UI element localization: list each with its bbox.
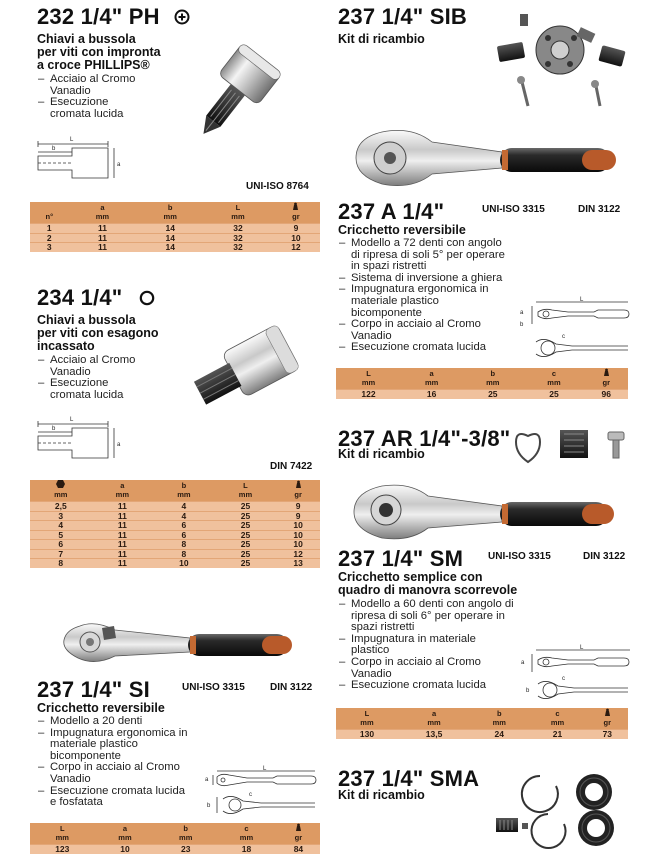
section-237sib-subtitle <box>338 33 425 46</box>
code-text: 234 1/4" <box>37 285 123 310</box>
table-cell: 4 <box>153 502 215 512</box>
section-237sib-code <box>338 5 467 29</box>
header-text: mm <box>54 489 68 499</box>
feature-item: – Impugnatura ergonomica in materiale plastico bicomponente <box>37 728 189 763</box>
table-cell: 11 <box>92 502 154 512</box>
subtitle-line: Kit di ricambio <box>338 447 425 461</box>
header-text: mm <box>179 832 193 842</box>
table-cell: 16 <box>401 390 462 399</box>
subtitle-line: Cricchetto semplice con <box>338 570 483 584</box>
header-text: a <box>122 824 128 833</box>
table-cell: 2 <box>30 233 69 243</box>
header-text: c <box>244 824 249 833</box>
table-cell: 4 <box>30 521 92 531</box>
table-cell: 8 <box>153 540 215 550</box>
table-cell: 11 <box>92 511 154 521</box>
feature-item: – Impugnatura in materiale plastico <box>338 634 514 657</box>
hexagon-outline-icon <box>139 290 155 306</box>
code-text: 237 A 1/4" <box>338 199 445 224</box>
col-header <box>528 708 586 730</box>
table-cell: 24 <box>470 730 528 739</box>
header-text: mm <box>361 377 376 387</box>
subtitle-line: incassato <box>37 339 95 353</box>
section-232-features <box>37 74 145 120</box>
norm-label: DIN 3122 <box>578 204 621 215</box>
code-text: 237 1/4" SIB <box>338 4 468 29</box>
header-text: L <box>235 203 241 212</box>
col-header <box>587 708 628 730</box>
table-row <box>30 480 320 502</box>
table-cell: 123 <box>30 845 95 854</box>
table-cell: 84 <box>277 845 320 854</box>
header-text: mm <box>547 377 561 387</box>
table-cell: 6 <box>153 530 215 540</box>
header-text: a <box>431 709 437 718</box>
header-text: a <box>100 203 105 212</box>
ratchet-sm-dimension-drawing <box>516 644 634 702</box>
norm-label: DIN 7422 <box>270 461 313 472</box>
section-234-features <box>37 355 145 401</box>
table-cell: 25 <box>215 502 277 512</box>
table-cell: 32 <box>204 243 272 252</box>
code-text: 237 1/4" SMA <box>338 766 480 791</box>
table-cell: 10 <box>276 530 320 540</box>
table-row <box>336 390 628 399</box>
dim-label: c <box>249 792 252 798</box>
bit-socket-dimension-drawing <box>30 134 125 190</box>
header-text: a <box>120 481 125 490</box>
table-cell: 9 <box>276 511 320 521</box>
header-text: mm <box>486 377 500 387</box>
feature-item: – Impugnatura ergonomica in materiale plastico bicomponente <box>338 284 510 319</box>
section-237a-features <box>338 238 510 354</box>
header-text: mm <box>231 211 245 221</box>
feature-item: – Modello a 20 denti <box>37 716 189 728</box>
table-cell: 18 <box>216 845 277 854</box>
col-header <box>216 823 277 845</box>
col-header <box>277 823 320 845</box>
header-text: b <box>496 709 502 718</box>
dim-label: a <box>117 442 121 448</box>
norm-label: UNI-ISO 3315 <box>182 682 245 693</box>
table-cell: 12 <box>276 549 320 559</box>
ratchet-si-dimension-drawing <box>203 765 321 819</box>
feature-item: – Modello a 72 denti con angolo di ripresa di soli 5° per operare in spazi ristretti <box>338 238 510 273</box>
table-cell: 8 <box>30 559 92 568</box>
col-header <box>272 202 320 224</box>
table-cell: 11 <box>92 521 154 531</box>
table-cell: 73 <box>587 730 628 739</box>
dim-label: a <box>205 777 209 783</box>
section-237sm-subtitle <box>338 571 598 597</box>
subtitle-line: Chiavi a bussola <box>37 32 136 46</box>
table-cell: 130 <box>336 730 398 739</box>
table-cell: 32 <box>204 233 272 243</box>
code-text: 237 AR 1/4"-3/8" <box>338 426 511 451</box>
table-cell: 6 <box>153 521 215 531</box>
weight-icon <box>295 823 302 831</box>
table-cell: 1 <box>30 224 69 234</box>
dim-label: L <box>263 766 267 772</box>
dim-label: a <box>520 310 524 316</box>
header-text: gr <box>603 717 612 727</box>
header-text: gr <box>294 489 302 499</box>
dim-label: L <box>580 645 584 651</box>
table-cell: 25 <box>523 390 584 399</box>
header-text: mm <box>550 717 565 727</box>
weight-icon <box>295 480 302 488</box>
subtitle-line: per viti con impronta <box>37 45 161 59</box>
dim-label: b <box>207 803 211 809</box>
dim-label: b <box>52 426 56 432</box>
table-cell: 21 <box>528 730 586 739</box>
col-header <box>401 368 462 390</box>
dim-label: a <box>521 660 525 666</box>
section-237a-subtitle <box>338 224 598 237</box>
feature-item: – Corpo in acciaio al Cromo Vanadio <box>338 319 510 342</box>
header-text: gr <box>602 377 611 387</box>
feature-item: – Acciaio al Cromo Vanadio <box>37 74 145 97</box>
weight-icon <box>603 368 610 376</box>
header-text: a <box>429 369 434 378</box>
header-text: mm <box>177 489 191 499</box>
header-text: mm <box>239 832 254 842</box>
col-header <box>30 480 92 502</box>
table-row <box>336 708 628 730</box>
feature-item: – Corpo in acciaio al Cromo Vanadio <box>338 657 514 680</box>
table-row <box>336 730 628 739</box>
table-row <box>30 233 320 243</box>
feature-item: – Esecuzione cromata lucida <box>338 342 510 354</box>
table-cell: 25 <box>215 511 277 521</box>
feature-item: – Modello a 60 denti con angolo di ripresa di soli 6° per operare in spazi ristretti <box>338 599 514 634</box>
table-cell: 11 <box>92 530 154 540</box>
header-text: mm <box>238 489 253 499</box>
table-cell: 11 <box>69 243 137 252</box>
table-row <box>30 845 320 854</box>
table-cell: 11 <box>92 540 154 550</box>
ratchet-sm-photo <box>342 478 627 548</box>
spec-table-234 <box>30 480 320 568</box>
norm-label: DIN 3122 <box>583 551 626 562</box>
header-text: L <box>60 824 65 833</box>
spec-table-237sm <box>336 708 628 739</box>
subtitle-line: Chiavi a bussola <box>37 313 136 327</box>
section-237si-features <box>37 716 189 809</box>
table-cell: 11 <box>92 549 154 559</box>
table-cell: 10 <box>276 521 320 531</box>
table-row <box>30 511 320 521</box>
table-row <box>336 368 628 390</box>
header-text: mm <box>115 489 130 499</box>
table-cell: 11 <box>69 224 137 234</box>
header-text: b <box>183 824 189 833</box>
dim-label: L <box>70 137 74 143</box>
ratchet-237a-dimension-drawing <box>510 296 634 364</box>
col-header <box>92 480 154 502</box>
header-text: mm <box>163 211 177 221</box>
table-cell: 5 <box>30 530 92 540</box>
section-237ar-subtitle <box>338 448 425 461</box>
feature-item: – Corpo in acciaio al Cromo Vanadio <box>37 762 189 785</box>
header-text: L <box>243 481 248 490</box>
feature-item: – Acciaio al Cromo Vanadio <box>37 355 145 378</box>
hexagon-icon <box>56 480 65 488</box>
header-text: mm <box>55 832 69 842</box>
header-text: c <box>551 369 557 378</box>
table-cell: 10 <box>95 845 156 854</box>
col-header <box>30 823 95 845</box>
table-cell: 122 <box>336 390 401 399</box>
table-cell: 96 <box>585 390 628 399</box>
header-text: L <box>364 709 370 718</box>
table-cell: 11 <box>69 233 137 243</box>
dim-label: L <box>70 417 74 423</box>
dim-label: b <box>520 322 524 328</box>
col-header <box>136 202 204 224</box>
dim-label: L <box>580 297 584 303</box>
feature-item: – Esecuzione cromata lucida e fosfatata <box>37 786 189 809</box>
weight-icon <box>292 202 299 210</box>
section-237si-code <box>37 678 150 702</box>
code-text: 237 1/4" SM <box>338 546 464 571</box>
table-cell: 25 <box>215 530 277 540</box>
spare-kit-sma-photo <box>494 770 632 860</box>
phillips-cross-icon <box>174 9 190 25</box>
col-header <box>215 480 277 502</box>
table-cell: 10 <box>276 540 320 550</box>
table-cell: 12 <box>272 243 320 252</box>
feature-item: – Esecuzione cromata lucida <box>37 378 145 401</box>
header-text: b <box>490 369 496 378</box>
col-header <box>336 368 401 390</box>
table-cell: 8 <box>153 549 215 559</box>
table-row <box>30 202 320 224</box>
header-text: gr <box>294 832 303 842</box>
section-237sm-features <box>338 599 514 692</box>
header-text: b <box>167 203 173 212</box>
feature-item: – Esecuzione cromata lucida <box>338 680 514 692</box>
table-row <box>30 549 320 559</box>
col-header <box>204 202 272 224</box>
table-cell: 9 <box>272 224 320 234</box>
table-cell: 2,5 <box>30 502 92 512</box>
section-237sm-code <box>338 547 463 571</box>
section-234-code <box>37 286 155 310</box>
subtitle-line: Cricchetto reversibile <box>338 223 466 237</box>
table-cell: 23 <box>155 845 216 854</box>
subtitle-line: quadro di manovra scorrevole <box>338 583 518 597</box>
table-cell: 25 <box>215 549 277 559</box>
col-header <box>69 202 137 224</box>
spare-kit-ar-photo <box>508 422 632 472</box>
subtitle-line: per viti con esagono <box>37 326 159 340</box>
section-237sma-subtitle <box>338 789 425 802</box>
col-header <box>585 368 628 390</box>
header-text: b <box>181 481 187 490</box>
header-text: gr <box>292 211 300 221</box>
norm-label: UNI-ISO 3315 <box>488 551 551 562</box>
col-header <box>155 823 216 845</box>
ratchet-si-photo <box>40 612 315 674</box>
spec-table-237a <box>336 368 628 399</box>
spare-kit-sib-photo <box>490 8 630 110</box>
feature-item: – Sistema di inversione a ghiera <box>338 273 510 285</box>
header-text: c <box>555 709 560 718</box>
col-header <box>470 708 528 730</box>
table-cell: 14 <box>136 224 204 234</box>
col-header <box>95 823 156 845</box>
header-text: mm <box>95 211 110 221</box>
spec-table-232 <box>30 202 320 252</box>
table-cell: 25 <box>215 559 277 568</box>
header-text: mm <box>360 717 374 727</box>
table-cell: 32 <box>204 224 272 234</box>
dim-label: c <box>562 676 565 682</box>
code-text: 237 1/4" SI <box>37 677 150 702</box>
table-row <box>30 530 320 540</box>
table-cell: 25 <box>462 390 523 399</box>
header-text: n° <box>45 211 54 221</box>
subtitle-line: Kit di ricambio <box>338 32 425 46</box>
header-text: L <box>366 369 371 378</box>
table-cell: 7 <box>30 549 92 559</box>
header-text: mm <box>492 717 506 727</box>
table-cell: 25 <box>215 540 277 550</box>
section-237si-subtitle <box>37 702 257 715</box>
table-cell: 3 <box>30 243 69 252</box>
table-cell: 14 <box>136 243 204 252</box>
hex-bit-socket-photo <box>185 320 315 420</box>
subtitle-line: Cricchetto reversibile <box>37 701 165 715</box>
table-cell: 9 <box>276 502 320 512</box>
header-text: mm <box>427 717 441 727</box>
table-row <box>30 559 320 568</box>
table-row <box>30 823 320 845</box>
spec-table-237si <box>30 823 320 854</box>
table-row <box>30 540 320 550</box>
col-header <box>523 368 584 390</box>
table-cell: 10 <box>272 233 320 243</box>
table-cell: 11 <box>92 559 154 568</box>
table-row <box>30 521 320 531</box>
weight-icon <box>604 708 611 716</box>
norm-label: UNI-ISO 3315 <box>482 204 545 215</box>
table-row <box>30 224 320 234</box>
feature-item: – Esecuzione cromata lucida <box>37 97 145 120</box>
table-row <box>30 243 320 252</box>
col-header <box>462 368 523 390</box>
subtitle-line: a croce PHILLIPS® <box>37 58 150 72</box>
table-cell: 13,5 <box>398 730 470 739</box>
col-header <box>30 202 69 224</box>
col-header <box>276 480 320 502</box>
table-cell: 10 <box>153 559 215 568</box>
table-cell: 3 <box>30 511 92 521</box>
dim-label: c <box>562 334 565 340</box>
table-cell: 25 <box>215 521 277 531</box>
table-cell: 13 <box>276 559 320 568</box>
section-232-code <box>37 5 190 29</box>
phillips-bit-socket-photo <box>178 40 288 152</box>
col-header <box>398 708 470 730</box>
header-text: mm <box>118 832 132 842</box>
code-text: 232 1/4" PH <box>37 4 160 29</box>
norm-label: UNI-ISO 8764 <box>246 181 309 192</box>
dim-label: b <box>526 688 530 694</box>
section-237a-code <box>338 200 444 224</box>
dim-label: b <box>52 146 56 152</box>
table-row <box>30 502 320 512</box>
table-cell: 14 <box>136 233 204 243</box>
hex-socket-dimension-drawing <box>30 414 125 470</box>
ratchet-237a-photo <box>342 122 627 198</box>
norm-label: DIN 3122 <box>270 682 313 693</box>
subtitle-line: Kit di ricambio <box>338 788 425 802</box>
table-cell: 4 <box>153 511 215 521</box>
dim-label: a <box>117 162 121 168</box>
header-text: mm <box>424 377 439 387</box>
col-header <box>153 480 215 502</box>
col-header <box>336 708 398 730</box>
table-cell: 6 <box>30 540 92 550</box>
